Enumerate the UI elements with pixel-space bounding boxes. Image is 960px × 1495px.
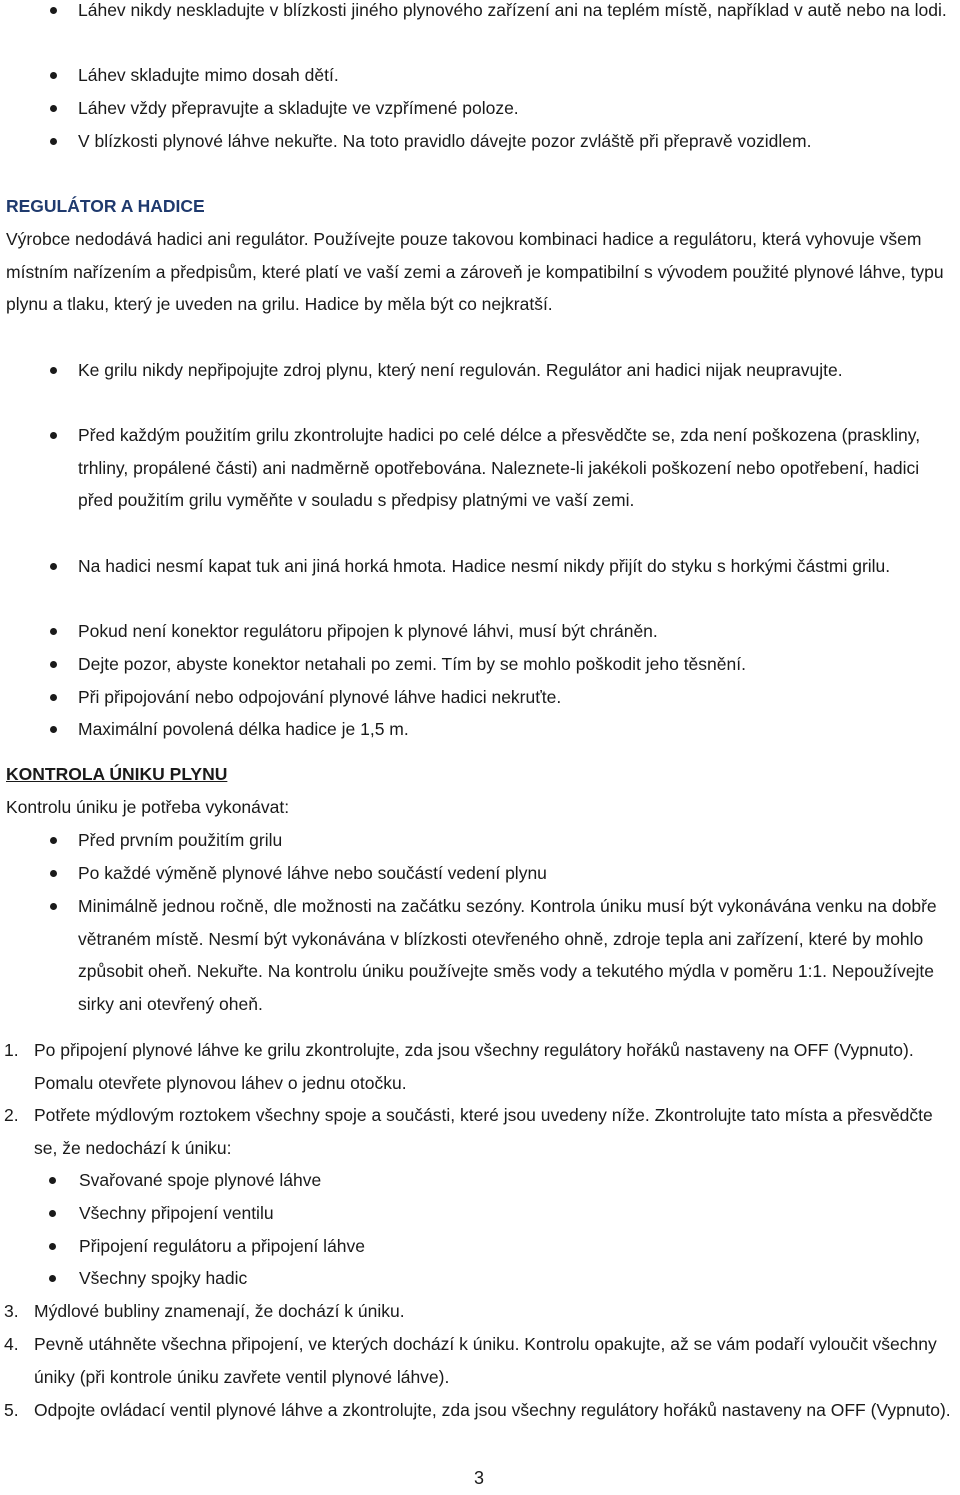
numbered-step: 2. Potřete mýdlovým roztokem všechny spoje a součásti, které jsou uvedeny níže. Zkontrolujte tato místa a přesvědčte se, že nedochází k úniku: [4,1105,933,1158]
list-item: Všechny připojení ventilu [79,1197,956,1230]
list-item: Maximální povolená délka hadice je 1,5 m. [78,713,956,746]
list-item: Láhev vždy přepravujte a skladujte ve vzpřímené poloze. [78,92,956,125]
bullet-icon [50,870,57,877]
bullet-icon [50,661,57,668]
numbered-step: 1. Po připojení plynové láhve ke grilu zkontrolujte, zda jsou všechny regulátory hořáků nastaveny na OFF (Vypnuto). Pomalu otevřete plynovou láhev o jednu otočku. [4,1040,914,1093]
bullet-icon [49,1275,56,1282]
numbered-step: 5. Odpojte ovládací ventil plynové láhve a zkontrolujte, zda jsou všechny regulátory hořáků nastaveny na OFF (Vypnuto). [4,1400,951,1420]
regulator-paragraph: Výrobce nedodává hadici ani regulátor. Používejte pouze takovou kombinaci hadice a regulátoru, která vyhovuje všem místním nařízením a předpisům, které platí ve vaší zemi a zároveň je kompatibilní s vývodem použité plynové láhve, typu plynu a tlaku, který je uveden na grilu. Hadice by měla být co nejkratší. [6,229,944,315]
bullet-icon [50,837,57,844]
numbered-step: 4. Pevně utáhněte všechna připojení, ve kterých dochází k úniku. Kontrolu opakujte, až se vám podaří vyloučit všechny úniky (při kontrole úniku zavřete ventil plynové láhve). [4,1334,937,1387]
list-item: Připojení regulátoru a připojení láhve [79,1230,956,1263]
bullet-icon [50,138,57,145]
list-item: Minimálně jednou ročně, dle možnosti na začátku sezóny. Kontrola úniku musí být vykonávána venku na dobře větraném místě. Nesmí být vykonávána v blízkosti otevřeného ohně, zdroje tepla ani zařízení, které by mohlo způsobit oheň. Nekuřte. Na kontrolu úniku používejte směs vody a tekutého mýdla v poměru 1:1. Nepoužívejte sirky ani otevřený oheň. [78,890,956,1020]
list-item: Svařované spoje plynové láhve [79,1164,956,1197]
bullet-icon [50,694,57,701]
list-item: Před každým použitím grilu zkontrolujte hadici po celé délce a přesvědčte se, zda není poškozena (praskliny, trhliny, propálené části) ani nadměrně opotřebována. Naleznete-li jakékoli poškození nebo opotřebení, hadici před použitím grilu vyměňte v souladu s předpisy platnými ve vaší zemi. [78,419,956,517]
bullet-icon [50,105,57,112]
leak-intro: Kontrolu úniku je potřeba vykonávat: [6,797,290,817]
page-number: 3 [474,1468,485,1488]
bullet-icon [50,432,57,439]
list-item: Láhev skladujte mimo dosah dětí. [78,59,956,92]
list-item: Na hadici nesmí kapat tuk ani jiná horká hmota. Hadice nesmí nikdy přijít do styku s horkými částmi grilu. [78,550,956,583]
numbered-step: 3. Mýdlové bubliny znamenají, že dochází k úniku. [4,1301,405,1321]
list-item: Pokud není konektor regulátoru připojen k plynové láhvi, musí být chráněn. [78,615,956,648]
list-item: Při připojování nebo odpojování plynové láhve hadici nekruťte. [78,681,956,714]
bullet-icon [49,1177,56,1184]
bullet-icon [50,628,57,635]
list-item: Láhev nikdy neskladujte v blízkosti jiného plynového zařízení ani na teplém místě, například v autě nebo na lodi. [78,0,956,27]
bullet-icon [50,726,57,733]
list-item: Před prvním použitím grilu [78,824,956,857]
bullet-icon [49,1210,56,1217]
list-item: Ke grilu nikdy nepřipojujte zdroj plynu, který není regulován. Regulátor ani hadici nijak neupravujte. [78,354,956,387]
list-item: Po každé výměně plynové láhve nebo součástí vedení plynu [78,857,956,890]
bullet-icon [50,367,57,374]
list-item: Dejte pozor, abyste konektor netahali po zemi. Tím by se mohlo poškodit jeho těsnění. [78,648,956,681]
bullet-icon [50,7,57,14]
bullet-icon [49,1243,56,1250]
list-item: V blízkosti plynové láhve nekuřte. Na toto pravidlo dávejte pozor zvláště při přepravě vozidlem. [78,125,956,158]
bullet-icon [50,563,57,570]
bullet-icon [50,903,57,910]
bullet-icon [50,72,57,79]
list-item: Všechny spojky hadic [79,1262,956,1295]
section-heading-regulator: REGULÁTOR A HADICE [6,196,205,216]
section-heading-leak: KONTROLA ÚNIKU PLYNU [6,764,228,784]
